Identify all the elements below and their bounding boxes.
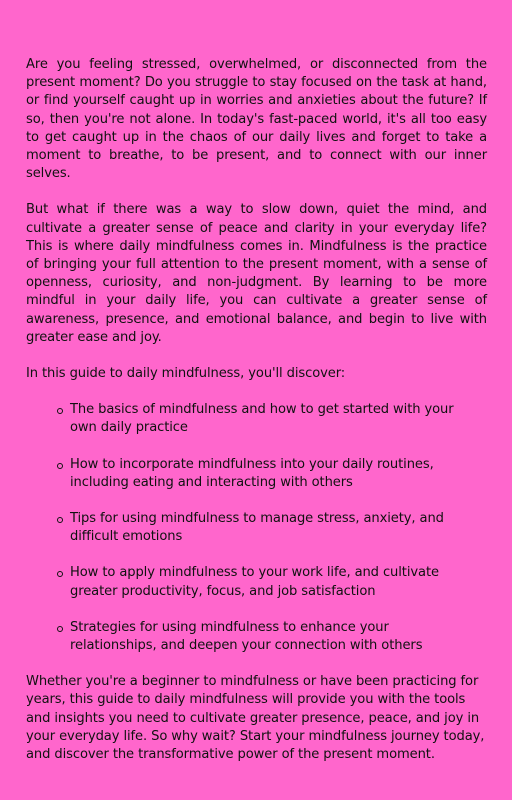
- bullet-icon: [57, 626, 63, 632]
- paragraph-spacer: [26, 655, 487, 673]
- list-item: [70, 510, 467, 546]
- list-item-text: How to apply mindfulness to your work life, and cultivate greater productivity, focus, and job satisfaction: [70, 565, 439, 599]
- bullet-icon: [57, 517, 63, 523]
- bullet-icon: [57, 463, 63, 469]
- bullet-icon: [57, 408, 63, 414]
- list-item: [70, 456, 467, 492]
- mindfulness-paragraph: But what if there was a way to slow down, quiet the mind, and cultivate a greater sense of peace and clarity in your everyday life? This is where daily mindfulness comes in. Mindfulness is the practice of bringing your full attention to the present moment, with a sense of openness, curiosity, and non-judgment. By learning to be more mindful in your daily life, you can cultivate a greater sense of awareness, presence, and emotional balance, and begin to live with greater ease and joy.: [26, 202, 487, 345]
- paragraph-spacer: [26, 347, 487, 365]
- closing-paragraph: Whether you're a beginner to mindfulness or have been practicing for years, this guide to daily mindfulness will provide you with the tools and insights you need to cultivate greater presence, peace, and joy in your everyday life. So why wait? Start your mindfulness journey today, and discover the transformative power of the present moment.: [26, 674, 485, 763]
- paragraph-spacer: [26, 383, 487, 401]
- list-item: [70, 564, 467, 600]
- list-item-text: Tips for using mindfulness to manage stress, anxiety, and difficult emotions: [70, 511, 444, 545]
- bullet-icon: [57, 571, 63, 577]
- list-item-text: How to incorporate mindfulness into your daily routines, including eating and interacting with others: [70, 456, 434, 490]
- list-item-text: Strategies for using mindfulness to enhance your relationships, and deepen your connection with others: [70, 619, 423, 654]
- list-item: [70, 619, 467, 655]
- benefits-list: [26, 401, 487, 655]
- guide-intro-line: In this guide to daily mindfulness, you'll discover:: [26, 366, 346, 382]
- paragraph-spacer: [26, 183, 487, 201]
- intro-paragraph: Are you feeling stressed, overwhelmed, or disconnected from the present moment? Do you struggle to stay focused on the task at hand, or find yourself caught up in worries and anxieties about the future? If so, then you're not alone. In today's fast-paced world, it's all too easy to get caught up in the chaos of our daily lives and forget to take a moment to breathe, to be present, and to connect with our inner selves.: [26, 57, 487, 182]
- list-item: [70, 401, 467, 437]
- list-item-text: The basics of mindfulness and how to get started with your own daily practice: [70, 402, 454, 436]
